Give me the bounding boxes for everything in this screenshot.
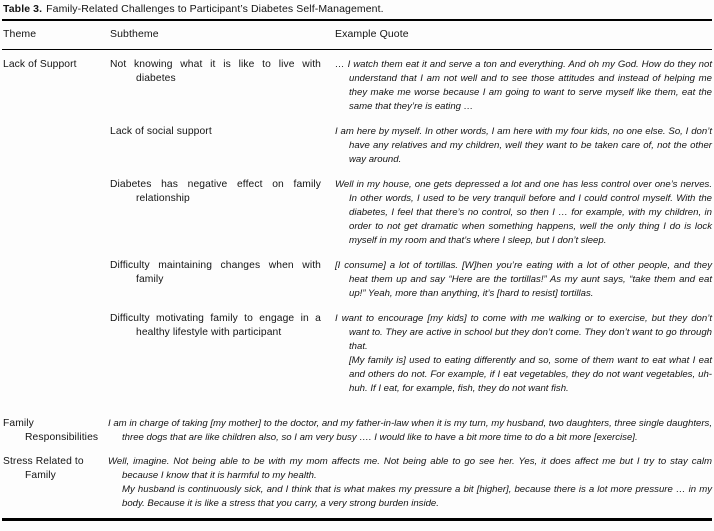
quote-cell-full-width <box>108 455 712 520</box>
table-row <box>2 125 712 178</box>
quote-cell-full-width <box>108 417 712 455</box>
table3-family-challenges <box>2 19 712 521</box>
theme-cell: Stress Related to Family <box>2 455 108 520</box>
quote-cell <box>335 50 712 126</box>
table-row <box>2 259 712 312</box>
quote-paragraph: I want to encourage [my kids] to come with me walking or to exercise, but they don’t want to. They are active in school but they don’t come. They don’t want to go through that. <box>335 313 712 352</box>
quote-paragraph: … I watch them eat it and serve a ton and everything. And oh my God. How do they not understand that I am not well and to see those attitudes and instead of helping me they make me worse because I am going to want to serve myself like them, eat the same that they’re is eating … <box>335 59 712 112</box>
theme-cell <box>2 125 108 178</box>
quote-paragraph: [My family is] used to eating differently and so, some of them want to eat what I eat and others do not. For example, if I eat vegetables, they do not want vegetables, uh-huh. If I eat, for example, fish, they do not want fish. <box>349 355 712 394</box>
column-header-example-quote: Example Quote <box>335 20 712 50</box>
theme-cell: Family Responsibilities <box>3 418 99 443</box>
table-row <box>2 178 712 259</box>
theme-cell <box>2 178 108 259</box>
quote-paragraph: [I consume] a lot of tortillas. [W]hen you’re eating with a lot of other people, and they heat them up and say “Here are the tortillas!” As my aunt says, “take them and eat up!” Yeah, more than anything, it’s [hard to resist] tortillas. <box>335 260 712 299</box>
subtheme-cell: Diabetes has negative effect on family relationship <box>110 179 321 204</box>
subtheme-cell: Lack of social support <box>110 126 212 137</box>
column-header-theme: Theme <box>2 20 108 50</box>
theme-cell <box>2 259 108 312</box>
table-caption <box>0 0 714 19</box>
quote-paragraph: Well in my house, one gets depressed a lot and one has less control over one’s nerves. In other words, I used to be very tranquil before and I could control myself. With the diabetes, I feel that there’s no control, so then I … for example, with my children, in order to not get dramatic when something happens, well the only thing I do is lock myself in my room and that’s where I sleep, but I don’t sleep. <box>335 179 712 246</box>
column-header-subtheme: Subtheme <box>108 20 335 50</box>
table-row <box>2 455 712 520</box>
subtheme-cell: Not knowing what it is like to live with diabetes <box>110 59 321 84</box>
subtheme-cell: Difficulty motivating family to engage in a healthy lifestyle with participant <box>110 313 321 338</box>
quote-paragraph: My husband is continuously sick, and I think that is what makes my pressure a bit [higher], because there is a lot more pressure … in my body. Because it is like a stress that you carry, a very strong burden inside. <box>122 484 712 509</box>
quote-paragraph: I am in charge of taking [my mother] to the doctor, and my father-in-law when it is my turn, my husband, two daughters, three single daughters, three dogs that are like children also, so I am very busy …. I would like to have a bit more time to do a bit more [exercise]. <box>108 418 712 443</box>
quote-cell <box>335 259 712 312</box>
table-title-text: Family-Related Challenges to Participant’s Diabetes Self-Management. <box>46 3 384 15</box>
theme-cell <box>2 312 108 417</box>
quote-cell <box>335 312 712 417</box>
quote-cell <box>335 125 712 178</box>
table-row <box>2 417 712 455</box>
table-row <box>2 50 712 126</box>
quote-paragraph: I am here by myself. In other words, I am here with my four kids, no one else. So, I don’t have any relatives and my children, well they want to be taken care of, not the other way around. <box>335 126 712 165</box>
quote-paragraph: Well, imagine. Not being able to be with my mom affects me. Not being able to go see her. Yes, it does affect me but I try to stay calm because I know that it is harmful to my health. <box>108 456 712 481</box>
theme-cell: Lack of Support <box>3 59 77 70</box>
subtheme-cell: Difficulty maintaining changes when with family <box>110 260 321 285</box>
table-header <box>2 20 712 50</box>
quote-cell <box>335 178 712 259</box>
table-number-label: Table 3. <box>3 3 43 15</box>
table-row <box>2 312 712 417</box>
